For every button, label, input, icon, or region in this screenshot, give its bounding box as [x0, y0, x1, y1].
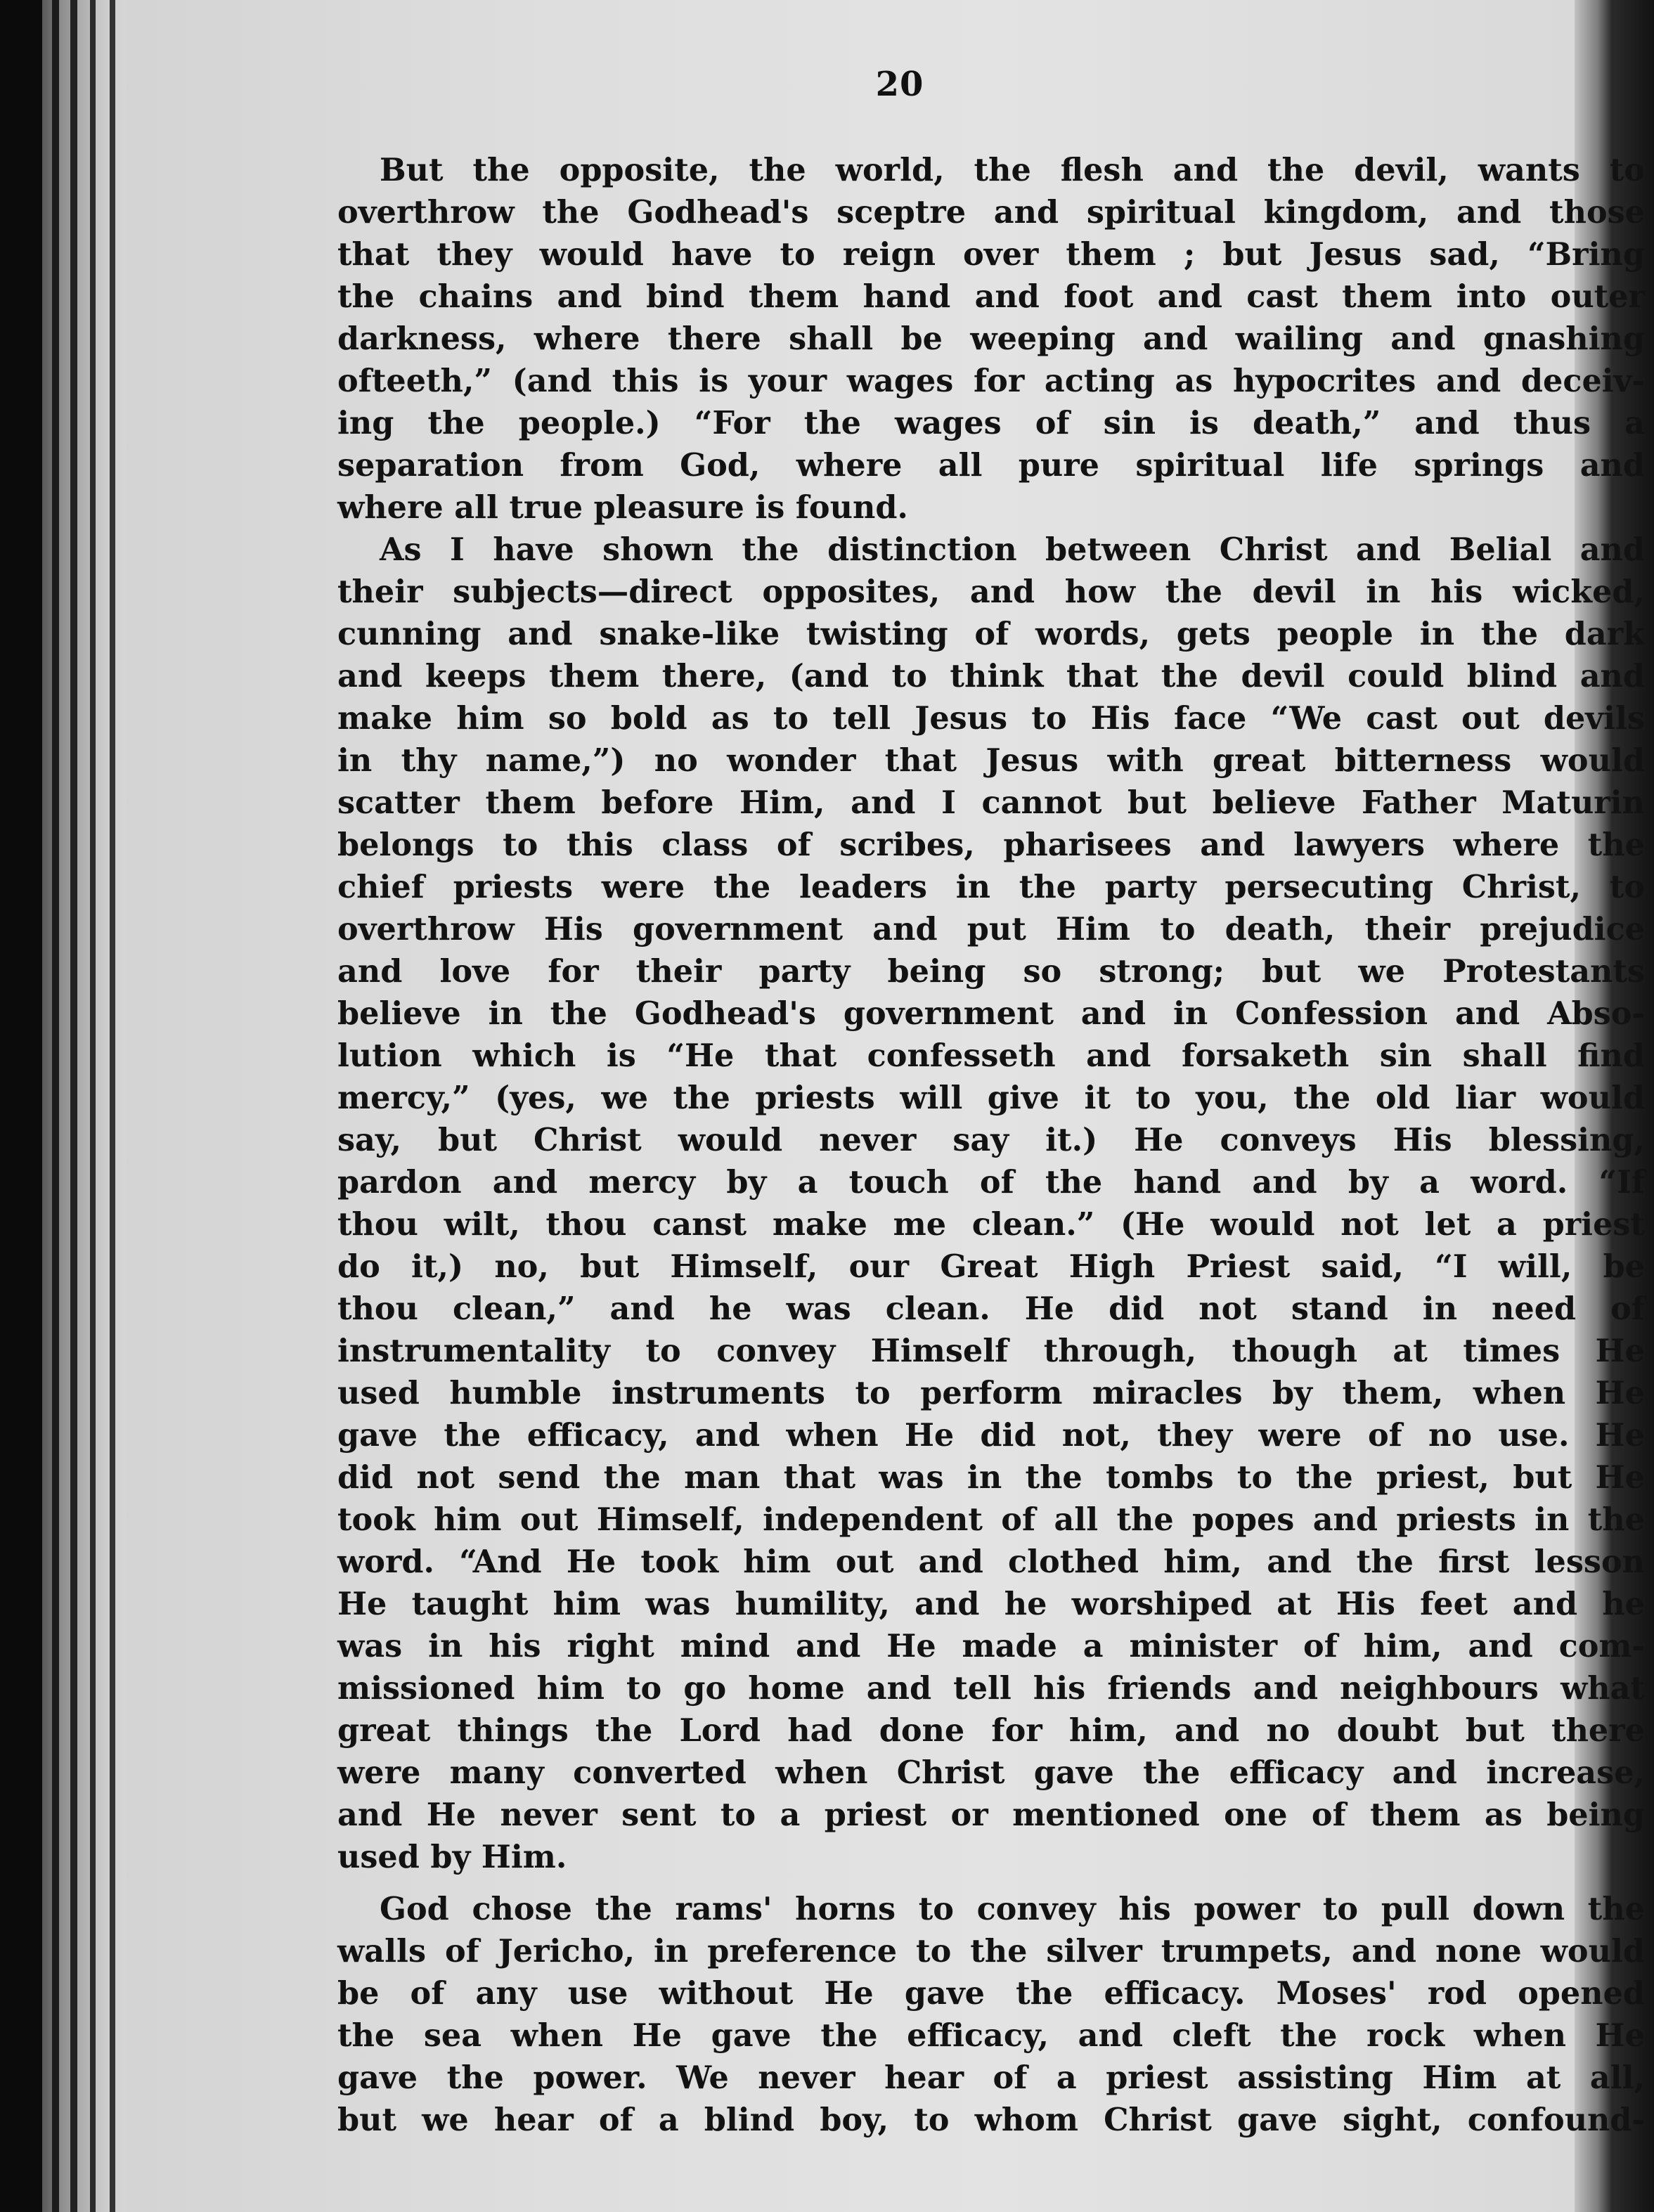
- text-line: took him out Himself, independent of all the popes and priests in the: [337, 1501, 1645, 1538]
- text-line: was in his right mind and He made a minister of him, and com-: [337, 1628, 1645, 1664]
- book-page: [127, 0, 1645, 2212]
- text-line: ofteeth,” (and this is your wages for acting as hypocrites and deceiv-: [337, 363, 1645, 399]
- text-line: the chains and bind them hand and foot and cast them into outer: [337, 278, 1645, 315]
- text-line: overthrow His government and put Him to death, their prejudice: [337, 911, 1645, 947]
- text-line: pardon and mercy by a touch of the hand and by a word. “If: [337, 1164, 1645, 1201]
- page-number: 20: [875, 65, 924, 104]
- text-line: word. “And He took him out and clothed him, and the first lesson: [337, 1544, 1645, 1580]
- text-line: thou clean,” and he was clean. He did not stand in need of: [337, 1291, 1645, 1327]
- text-line: As I have shown the distinction between Christ and Belial and: [380, 531, 1645, 568]
- text-line: belongs to this class of scribes, pharisees and lawyers where the: [337, 827, 1645, 863]
- text-line: scatter them before Him, and I cannot but believe Father Maturin: [337, 784, 1645, 821]
- text-line: darkness, where there shall be weeping and wailing and gnashing: [337, 321, 1645, 357]
- text-line: overthrow the Godhead's sceptre and spiritual kingdom, and those: [337, 194, 1645, 231]
- text-line: but we hear of a blind boy, to whom Christ gave sight, confound-: [337, 2102, 1645, 2138]
- text-line: mercy,” (yes, we the priests will give it to you, the old liar would: [337, 1080, 1645, 1116]
- text-line: gave the efficacy, and when He did not, they were of no use. He: [337, 1417, 1645, 1454]
- text-line: the sea when He gave the efficacy, and cleft the rock when He: [337, 2017, 1645, 2054]
- text-line: missioned him to go home and tell his friends and neighbours what: [337, 1670, 1645, 1707]
- book-page-edges: [0, 0, 134, 2212]
- text-line: were many converted when Christ gave the efficacy and increase,: [337, 1754, 1645, 1791]
- text-line: believe in the Godhead's government and in Confession and Abso-: [337, 995, 1645, 1032]
- text-line: and keeps them there, (and to think that the devil could blind and: [337, 658, 1645, 694]
- text-line: and love for their party being so strong; but we Protestants: [337, 953, 1645, 990]
- text-line: lution which is “He that confesseth and forsaketh sin shall find: [337, 1037, 1645, 1074]
- text-line: be of any use without He gave the efficacy. Moses' rod opened: [337, 1975, 1645, 2012]
- text-line: separation from God, where all pure spiritual life springs and: [337, 447, 1645, 484]
- text-line: He taught him was humility, and he worshiped at His feet and he: [337, 1586, 1645, 1622]
- text-line: did not send the man that was in the tombs to the priest, but He: [337, 1459, 1645, 1496]
- text-line: thou wilt, thou canst make me clean.” (He would not let a priest: [337, 1206, 1645, 1243]
- text-line: in thy name,”) no wonder that Jesus with great bitterness would: [337, 742, 1645, 779]
- paragraph-1: [337, 149, 1645, 529]
- paragraph-gap: [337, 1878, 1645, 1888]
- text-line: their subjects—direct opposites, and how the devil in his wicked,: [337, 574, 1645, 610]
- text-line: gave the power. We never hear of a priest assisting Him at all,: [337, 2059, 1645, 2096]
- text-line: that they would have to reign over them ; but Jesus sad, “Bring: [337, 236, 1645, 273]
- text-line: walls of Jericho, in preference to the silver trumpets, and none would: [337, 1933, 1645, 1970]
- text-line: where all true pleasure is found.: [337, 489, 908, 526]
- text-line: chief priests were the leaders in the party persecuting Christ, to: [337, 869, 1645, 905]
- text-line: God chose the rams' horns to convey his power to pull down the: [380, 1891, 1645, 1927]
- text-line: But the opposite, the world, the flesh and the devil, wants to: [380, 152, 1645, 188]
- body-text: [337, 149, 1645, 2141]
- text-line: make him so bold as to tell Jesus to His face “We cast out devils: [337, 700, 1645, 737]
- paragraph-3: [337, 1888, 1645, 2141]
- text-line: instrumentality to convey Himself through, though at times He: [337, 1333, 1645, 1369]
- text-line: ing the people.) “For the wages of sin is death,” and thus a: [337, 405, 1645, 441]
- text-line: used by Him.: [337, 1839, 567, 1875]
- text-line: used humble instruments to perform miracles by them, when He: [337, 1375, 1645, 1411]
- text-line: do it,) no, but Himself, our Great High Priest said, “I will, be: [337, 1248, 1645, 1285]
- text-line: great things the Lord had done for him, and no doubt but there: [337, 1712, 1645, 1749]
- paragraph-2: [337, 529, 1645, 1878]
- text-line: cunning and snake-like twisting of words, gets people in the dark: [337, 616, 1645, 652]
- text-line: say, but Christ would never say it.) He conveys His blessing,: [337, 1122, 1645, 1158]
- text-line: and He never sent to a priest or mentioned one of them as being: [337, 1797, 1645, 1833]
